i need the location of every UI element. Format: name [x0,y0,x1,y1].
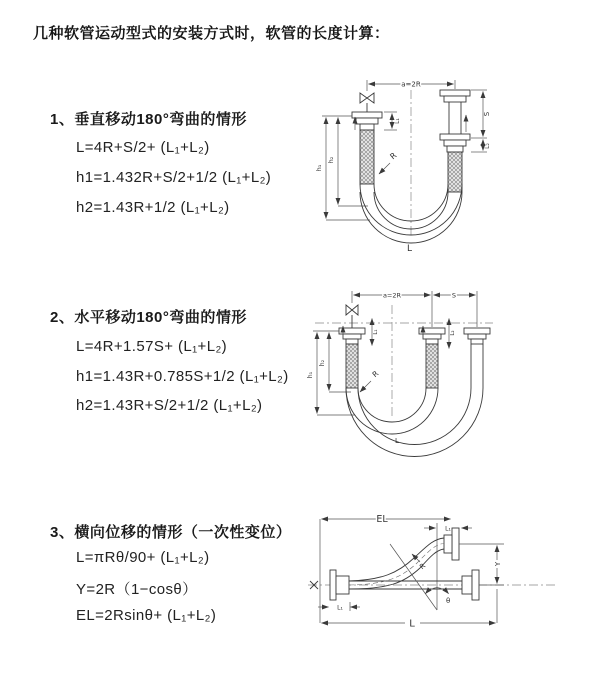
flange-fitting-upper-right [444,525,459,560]
dimension-l1-label: L₁ [373,329,379,335]
formula-line: h1=1.43R+0.785S+1/2 (L₁+L₂) [76,368,289,385]
length-label: L [409,618,415,630]
dimension-y-label: Y [494,561,502,567]
dimension-l1-top [424,526,472,533]
dimension-s-label: S [451,291,457,300]
formula-line: EL=2Rsinθ+ (L₁+L₂) [76,607,217,624]
dimension-a2r [367,80,455,91]
radius-label: R [388,150,399,162]
dimension-h2-label: h₂ [319,359,326,367]
diagram-horizontal-180-bend [303,283,593,458]
section-3-heading: 3、横向位移的情形（一次性变位） [50,524,292,541]
flange-fitting-right-upper [440,90,470,134]
braided-hose-left [346,344,358,388]
dimension-a2r-label: a=2R [382,291,402,300]
flange-fitting-right-lower [440,134,470,152]
u-bend-hose [346,388,483,457]
radius-label: R [418,561,428,572]
dimension-l1-bottom-label: L₁ [337,604,343,612]
braided-hose-middle [426,344,438,388]
flange-fitting-right [464,328,490,388]
formula-line: h2=1.43R+1/2 (L₁+L₂) [76,199,230,216]
braided-hose-left [360,130,374,184]
valve-icon [346,305,358,328]
dimension-h1-label: h₁ [307,371,314,379]
formula-line: L=4R+1.57S+ (L₁+L₂) [76,338,228,355]
dimension-l1-top-label: L₁ [445,525,451,533]
dimension-el-label: EL [376,514,388,525]
formula-line: h1=1.432R+S/2+1/2 (L₁+L₂) [76,169,272,186]
dimension-s [434,291,478,327]
page-title: 几种软管运动型式的安装方式时，软管的长度计算： [33,25,390,42]
radius-leader [379,151,399,174]
length-label: L [407,244,413,254]
section-1-heading: 1、垂直移动180°弯曲的情形 [50,111,247,128]
diagram-lateral-displacement [300,490,600,645]
flange-fitting-left [330,570,349,600]
length-label: L [395,437,399,445]
diagram-vertical-180-bend [310,68,590,258]
dimension-l1-bottom [318,602,360,612]
formula-line: h2=1.43R+S/2+1/2 (L₁+L₂) [76,397,263,414]
dimension-l1 [372,319,379,346]
braided-hose-right [448,152,462,192]
formula-line: L=πRθ/90+ (L₁+L₂) [76,549,210,566]
flange-fitting-left [352,112,382,130]
dimension-l2-label: L₂ [450,330,456,336]
dimension-l1-label: L₁ [394,118,401,124]
dimension-l1 [384,112,401,130]
radius-label: R [370,368,381,380]
section-2-heading: 2、水平移动180°弯曲的情形 [50,309,247,326]
radius-leader [360,369,380,392]
formula-line: Y=2R（1−cosθ） [76,581,198,598]
dimension-l2 [471,140,491,153]
dimension-l [322,589,498,630]
dimension-s [471,90,491,138]
dimension-a2r-label: a=2R [401,80,421,89]
dimension-s-label: S [483,111,491,117]
valve-icon [360,93,374,112]
formula-line: L=4R+S/2+ (L₁+L₂) [76,139,210,156]
dimension-h2-label: h₂ [327,156,335,164]
angle-theta [390,544,450,610]
angle-theta-label: θ [446,597,451,605]
dimension-l2-label: L₂ [484,143,491,149]
dimension-h1-label: h₁ [315,164,323,172]
